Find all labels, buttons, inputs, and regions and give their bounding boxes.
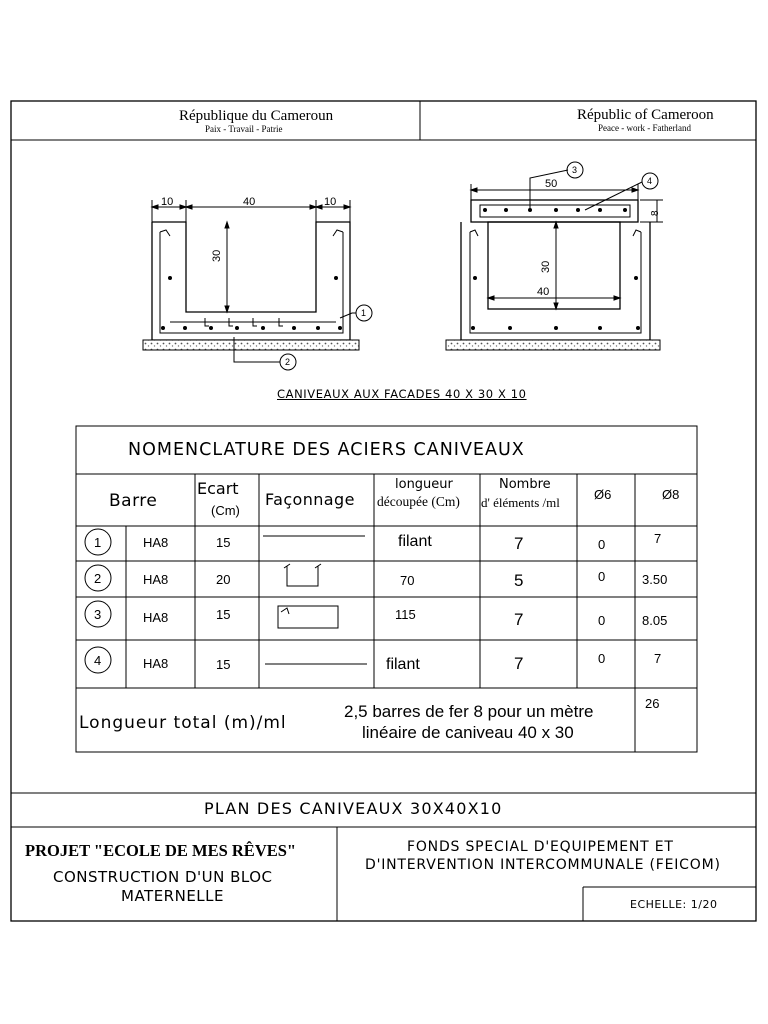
header-d6: Ø6 [594, 487, 612, 502]
row-3-longueur: 115 [395, 607, 416, 622]
row-4-longueur: filant [386, 656, 420, 673]
header-longueur-1: longueur [395, 477, 453, 492]
plan-title: PLAN DES CANIVEAUX 30X40X10 [204, 799, 503, 818]
row-4-d6: 0 [598, 651, 606, 666]
header-d8: Ø8 [662, 487, 680, 502]
row-3-d6: 0 [598, 613, 606, 628]
dim-left-wall-left: 10 [161, 196, 174, 208]
row-4-nombre: 7 [514, 654, 524, 673]
header-longueur-2: découpée (Cm) [377, 494, 460, 509]
header-right-title: Républic of Cameroon [577, 107, 714, 123]
row-4-num: 4 [94, 653, 102, 668]
row-2-nombre: 5 [514, 571, 524, 590]
project-name: PROJET "ECOLE DE MES RÊVES" [25, 841, 297, 860]
row-2-d8: 3.50 [642, 572, 668, 587]
header-ecart: Ecart [197, 479, 239, 498]
row-4-d8: 7 [654, 651, 662, 666]
construction-line-2: MATERNELLE [121, 887, 224, 905]
row-3-nombre: 7 [514, 610, 524, 629]
table-title: NOMENCLATURE DES ACIERS CANIVEAUX [128, 440, 525, 460]
row-3-ecart: 15 [216, 607, 231, 622]
row-2-d6: 0 [598, 569, 606, 584]
construction-line-1: CONSTRUCTION D'UN BLOC [53, 868, 273, 886]
total-label: Longueur total (m)/ml [79, 713, 287, 733]
row-3-type: HA8 [143, 610, 169, 625]
dim-right-outer: 50 [545, 178, 558, 190]
header-right-motto: Peace - work - Fatherland [598, 123, 691, 133]
header-left-motto: Paix - Travail - Patrie [205, 124, 283, 134]
row-1-d6: 0 [598, 537, 606, 552]
row-1-type: HA8 [143, 535, 169, 550]
row-2-num: 2 [94, 571, 102, 586]
row-3-num: 3 [94, 607, 102, 622]
row-1-nombre: 7 [514, 534, 524, 553]
callout-3: 3 [572, 165, 578, 175]
row-4-type: HA8 [143, 656, 169, 671]
shape-u-stirrup [284, 564, 321, 586]
scale-label: ECHELLE: 1/20 [630, 898, 718, 911]
header-ecart-unit: (Cm) [211, 503, 240, 518]
row-1-d8: 7 [654, 531, 662, 546]
dim-right-inner: 40 [537, 286, 550, 298]
header-barre: Barre [109, 491, 158, 511]
total-note-line-1: 2,5 barres de fer 8 pour un mètre [344, 702, 594, 721]
callout-1: 1 [361, 308, 367, 318]
callout-4: 4 [647, 176, 653, 186]
funder-line-1: FONDS SPECIAL D'EQUIPEMENT ET [407, 839, 674, 855]
header-left-title: République du Cameroun [179, 108, 334, 124]
dim-left-height: 30 [211, 249, 223, 262]
header-faconnage: Façonnage [265, 490, 355, 509]
row-1-longueur: filant [398, 533, 432, 550]
row-2-type: HA8 [143, 572, 169, 587]
dim-right-slab: 8 [650, 210, 661, 216]
row-1-ecart: 15 [216, 535, 231, 550]
row-2-ecart: 20 [216, 572, 231, 587]
total-value: 26 [645, 696, 660, 711]
dim-left-inner: 40 [243, 196, 256, 208]
drawing-caption: CANIVEAUX AUX FACADES 40 X 30 X 10 [277, 387, 527, 401]
header-nombre-2: d' éléments /ml [481, 495, 560, 510]
header-nombre-1: Nombre [499, 477, 551, 492]
row-1-num: 1 [94, 535, 102, 550]
dim-left-wall-right: 10 [324, 196, 337, 208]
row-2-longueur: 70 [400, 573, 415, 588]
total-note-line-2: linéaire de caniveau 40 x 30 [362, 723, 574, 742]
callout-2: 2 [285, 357, 291, 367]
funder-line-2: D'INTERVENTION INTERCOMMUNALE (FEICOM) [365, 857, 721, 873]
row-4-ecart: 15 [216, 657, 231, 672]
row-3-d8: 8.05 [642, 613, 668, 628]
dim-right-height: 30 [540, 260, 552, 273]
